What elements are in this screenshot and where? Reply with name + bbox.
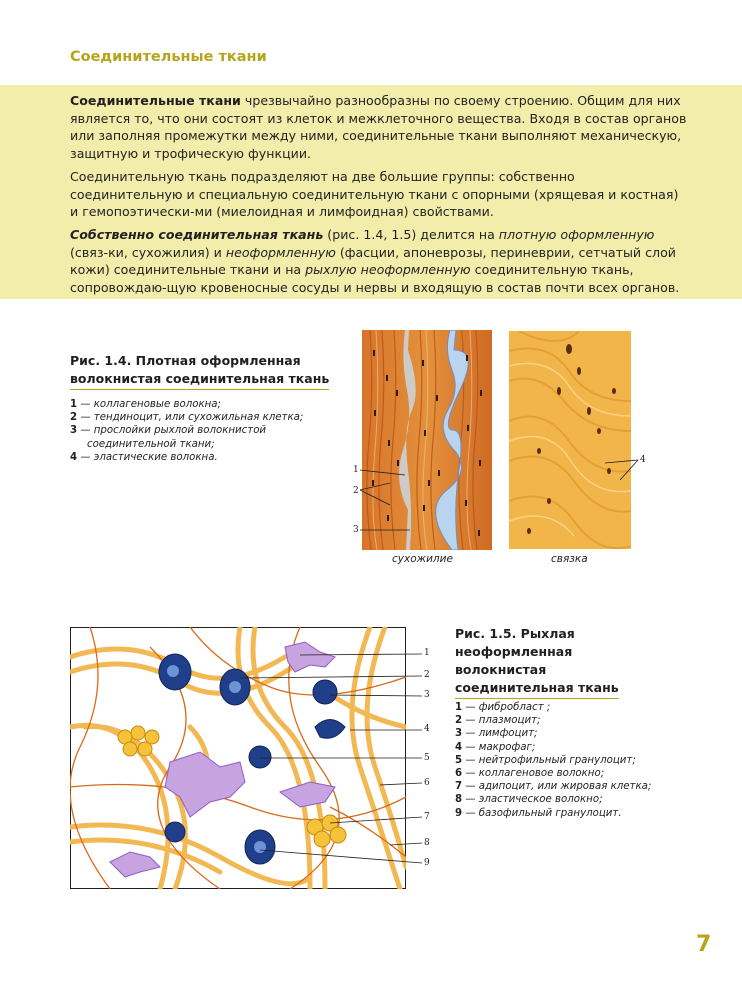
fig15-title-line: волокнистая xyxy=(455,662,547,677)
legend-item: 8 — эластическое волокно; xyxy=(455,794,603,806)
paragraph-text: (связ-ки, сухожилия) и xyxy=(70,244,226,260)
fig15-marker: 8 xyxy=(424,838,430,848)
legend-item: 6 — коллагеновое волокно; xyxy=(455,768,605,780)
fig14-caption-ligament: связка xyxy=(551,553,588,565)
legend-item: 4 — эластические волокна. xyxy=(70,451,218,463)
legend-item: 3 — лимфоцит; xyxy=(455,728,538,740)
term-proper: Собственно соединительная ткань xyxy=(70,227,324,242)
paragraph-text: (фасции, апоневрозы, периневрии, сетчатый слой кожи) соединительные ткани и на xyxy=(70,244,676,278)
legend-item: 9 — базофильный гранулоцит. xyxy=(455,807,622,819)
legend-item: соединительной ткани; xyxy=(87,438,215,450)
fig14-marker: 2 xyxy=(353,486,359,496)
fig15-title xyxy=(455,625,619,699)
term-connective-tissues: Соединительные ткани xyxy=(70,93,241,108)
fig15-marker: 1 xyxy=(424,648,430,658)
paragraph-text: чрезвычайно разнообразны по своему строению. Общим для них является то, что они состоят из клеток и межклеточного вещества. Входя в состав органов или заполняя промежутки между ними, соединительные ткани выполняют механическую, защитную и трофическую функции. xyxy=(70,93,687,161)
term-irregular: неоформленную xyxy=(225,244,336,260)
fig15-title-line: соединительная ткань xyxy=(455,679,619,699)
fig14-title-line: волокнистая соединительная ткань xyxy=(70,370,329,390)
fig15-marker: 4 xyxy=(424,724,430,734)
fig15-marker: 5 xyxy=(424,753,430,763)
fig15-marker: 6 xyxy=(424,778,430,788)
fig15-marker: 2 xyxy=(424,670,430,680)
paragraph-text: соединительную ткань, сопровождаю-щую кровеносные сосуды и нервы и входящую в состав почти всех органов. xyxy=(70,262,680,295)
fig15-marker: 9 xyxy=(424,858,430,868)
fig15-title-line: Рис. 1.5. Рыхлая xyxy=(455,626,575,641)
intro-paragraph-1 xyxy=(70,92,690,162)
paragraph-text: (рис. 1.4, 1.5) делится на xyxy=(323,227,499,242)
legend-item: 5 — нейтрофильный гранулоцит; xyxy=(455,754,636,766)
fig15-marker: 7 xyxy=(424,812,430,822)
fig14-title xyxy=(70,352,329,390)
legend-item: 3 — прослойки рыхлой волокнистой xyxy=(70,425,267,437)
legend-item: 4 — макрофаг; xyxy=(455,741,536,753)
intro-paragraph-3 xyxy=(70,226,690,296)
fig14-marker: 1 xyxy=(353,465,359,475)
fig14-marker: 4 xyxy=(640,455,646,465)
fig15-leader-lines xyxy=(240,645,425,870)
term-loose-irregular: рыхлую неоформленную xyxy=(305,262,471,278)
fig14-marker: 3 xyxy=(353,525,359,535)
fig14-title-line: Рис. 1.4. Плотная оформленная xyxy=(70,353,301,368)
fig15-legend xyxy=(455,701,725,820)
term-dense-regular: плотную оформленную xyxy=(498,227,655,242)
page-number: 7 xyxy=(696,932,712,957)
fig14-legend xyxy=(70,398,330,464)
section-title: Соединительные ткани xyxy=(70,49,267,65)
fig15-title-line: неоформленная xyxy=(455,644,573,659)
legend-item: 1 — коллагеновые волокна; xyxy=(70,399,221,410)
fig14-caption-tendon: сухожилие xyxy=(392,553,453,565)
legend-item: 1 — фибробласт ; xyxy=(455,702,551,713)
fig15-marker: 3 xyxy=(424,690,430,700)
fig14-leader-lines xyxy=(350,455,650,545)
legend-item: 2 — тендиноцит, или сухожильная клетка; xyxy=(70,412,304,424)
intro-paragraph-2: Соединительную ткань подразделяют на две большие группы: собственно соединительную и специальную соединительную ткани с опорными (хрящевая и костная) и гемопоэтически-ми (миелоидная и лимфоидная) свойствами. xyxy=(70,169,679,220)
legend-item: 7 — адипоцит, или жировая клетка; xyxy=(455,781,652,793)
legend-item: 2 — плазмоцит; xyxy=(455,715,541,727)
